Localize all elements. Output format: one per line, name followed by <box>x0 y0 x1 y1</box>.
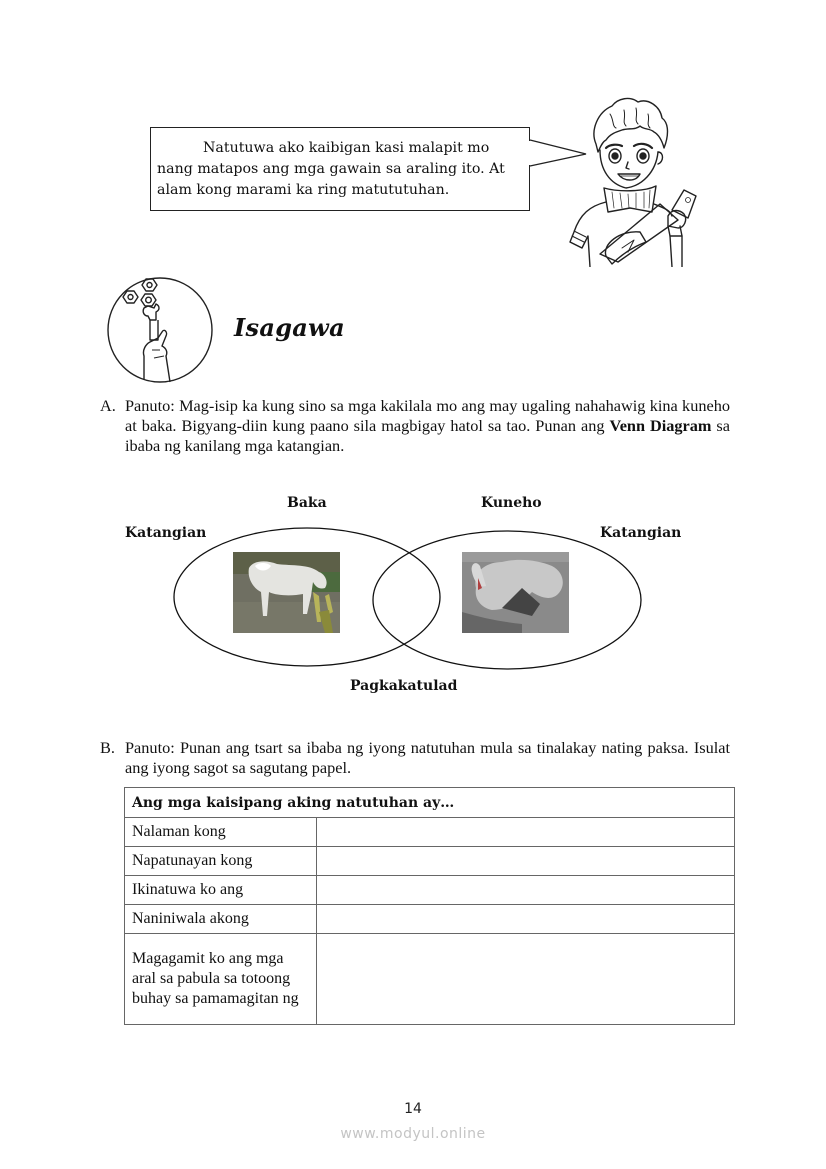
venn-label-baka: Baka <box>287 495 327 511</box>
learning-chart-table <box>124 787 735 1025</box>
speech-line-1: Natutuwa ako kaibigan kasi malapit mo <box>203 140 490 156</box>
part-b-label: B. <box>100 738 115 757</box>
row-answer-cell[interactable] <box>317 905 735 934</box>
hand-wrench-icon <box>106 276 214 384</box>
venn-label-pagkakatulad: Pagkakatulad <box>350 678 458 694</box>
table-row <box>125 818 735 847</box>
row-answer-cell[interactable] <box>317 818 735 847</box>
speech-line-3: alam kong marami ka ring matututuhan. <box>157 182 450 198</box>
cow-photo <box>233 552 340 633</box>
table-row <box>125 876 735 905</box>
part-b-text: Panuto: Punan ang tsart sa ibaba ng iyong natutuhan mula sa tinalakay nating paksa. Isulat ang iyong sagot sa sagutang papel. <box>125 738 730 777</box>
table-header-row <box>125 788 735 818</box>
cartoon-boy-illustration <box>560 92 700 267</box>
table-row <box>125 934 735 1025</box>
venn-label-katangian-right: Katangian <box>600 525 682 541</box>
table-row <box>125 905 735 934</box>
row-prompt: Naniniwala akong <box>125 905 317 934</box>
page-number: 14 <box>404 1101 422 1117</box>
venn-diagram-bold: Venn Diagram <box>609 416 712 435</box>
row-answer-cell[interactable] <box>317 876 735 905</box>
section-title: Isagawa <box>234 313 345 342</box>
table-header: Ang mga kaisipang aking natutuhan ay… <box>125 788 735 818</box>
row-prompt: Ikinatuwa ko ang <box>125 876 317 905</box>
venn-label-katangian-left: Katangian <box>125 525 207 541</box>
row-answer-cell[interactable] <box>317 847 735 876</box>
row-prompt: Napatunayan kong <box>125 847 317 876</box>
row-answer-cell[interactable] <box>317 934 735 1025</box>
part-a-text: Panuto: Mag-isip ka kung sino sa mga kakilala mo ang may ugaling nahahawig kina kuneho at baka. Bigyang-diin kung paano sila magbigay hatol sa tao. Punan ang Venn Diagram sa ibaba ng kanilang mga katangian. <box>125 396 730 455</box>
speech-line-2: nang matapos ang mga gawain sa araling ito. At <box>157 161 505 177</box>
part-b-instructions <box>100 738 730 778</box>
row-prompt: Nalaman kong <box>125 818 317 847</box>
rabbit-photo <box>462 552 569 633</box>
part-a-label: A. <box>100 396 116 415</box>
venn-label-kuneho: Kuneho <box>481 495 542 511</box>
row-prompt: Magagamit ko ang mga aral sa pabula sa totoong buhay sa pamamagitan ng <box>125 934 317 1025</box>
table-row <box>125 847 735 876</box>
part-a-instructions <box>100 396 730 456</box>
watermark: www.modyul.online <box>340 1126 486 1142</box>
speech-bubble <box>150 127 530 211</box>
